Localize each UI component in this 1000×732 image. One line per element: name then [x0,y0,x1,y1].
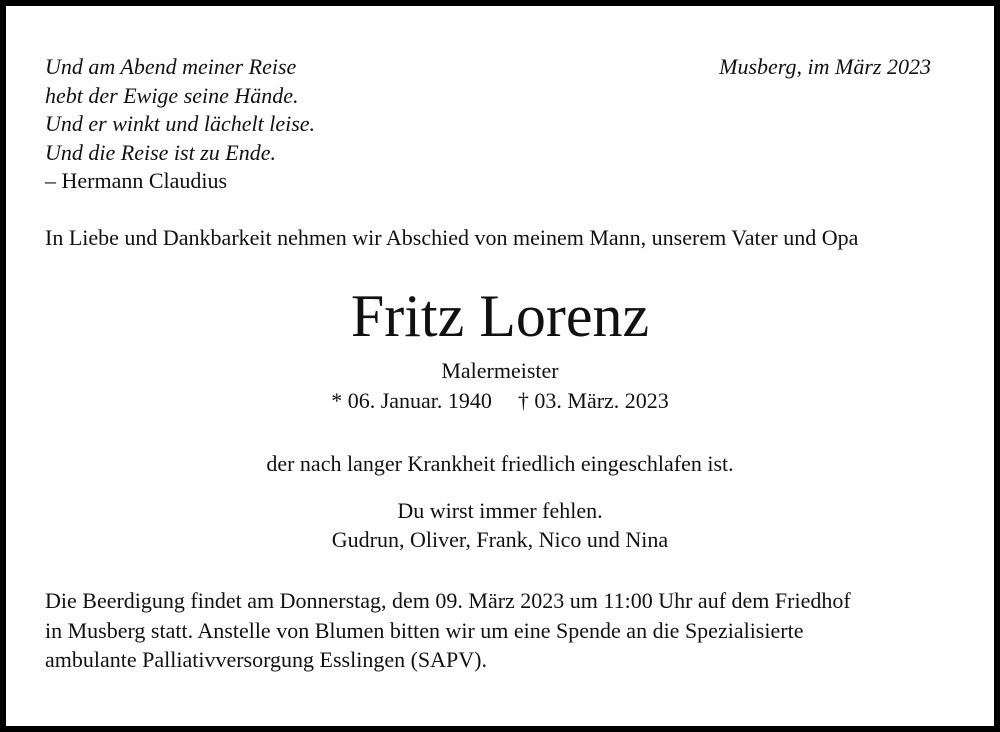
poem-line: hebt der Ewige seine Hände. [45,82,299,108]
poem-line: Und am Abend meiner Reise [45,54,297,79]
life-dates [6,388,994,414]
place-date: Musberg, im März 2023 [719,54,931,79]
death-date: † 03. März. 2023 [517,388,669,413]
funeral-line: in Musberg statt. Anstelle von Blumen bitten wir um eine Spende an die Spezialisierte [45,617,804,643]
deceased-name: Fritz Lorenz [350,283,650,349]
profession: Malermeister [441,358,559,383]
intro-text: In Liebe und Dankbarkeit nehmen wir Abschied von meinem Mann, unserem Vater und Opa [45,225,859,250]
poem-line: Und er winkt und lächelt leise. [45,111,316,136]
obituary-notice [6,6,994,726]
birth-date: * 06. Januar. 1940 [331,388,492,413]
farewell-text: Du wirst immer fehlen. [397,498,603,523]
mourners: Gudrun, Oliver, Frank, Nico und Nina [331,527,669,552]
death-note: der nach langer Krankheit friedlich eingeschlafen ist. [266,451,734,476]
funeral-line: Die Beerdigung findet am Donnerstag, dem 09. März 2023 um 11:00 Uhr auf dem Friedhof [45,588,851,613]
poem [45,53,315,196]
poem-author: – Hermann Claudius [45,168,228,193]
poem-line: Und die Reise ist zu Ende. [45,139,276,165]
funeral-line: ambulante Palliativversorgung Esslingen (SAPV). [45,647,487,672]
funeral-info [45,586,851,675]
